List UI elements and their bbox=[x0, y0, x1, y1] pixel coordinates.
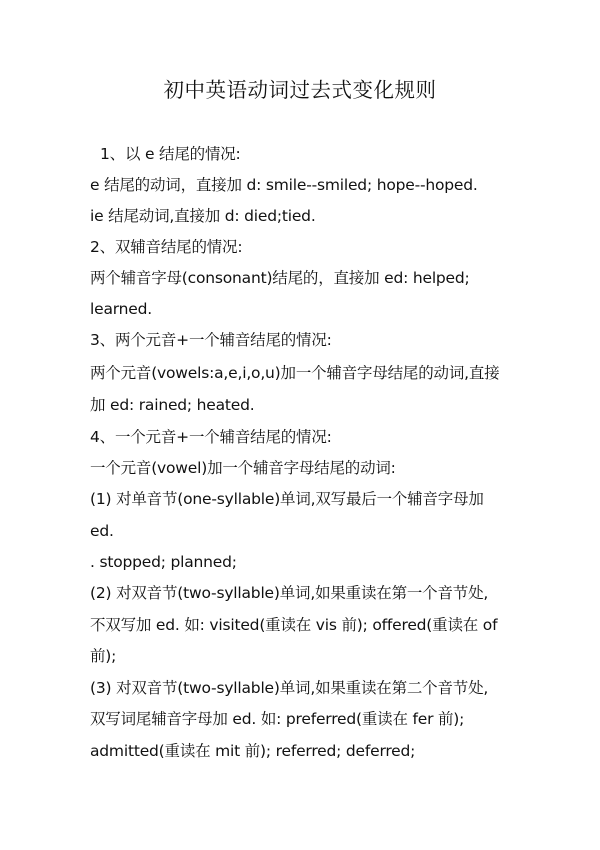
text-line: ie 结尾动词,直接加 d: died;tied. bbox=[90, 207, 316, 225]
text-line: 两个元音(vowels:a,e,i,o,u)加一个辅音字母结尾的动词,直接 bbox=[90, 364, 500, 382]
text-line: (1) 对单音节(one-syllable)单词,双写最后一个辅音字母加 bbox=[90, 490, 484, 508]
text-line: e 结尾的动词，直接加 d: smile--smiled; hope--hoped. bbox=[90, 176, 478, 194]
page-title: 初中英语动词过去式变化规则 bbox=[163, 78, 437, 102]
text-line: 3、两个元音+一个辅音结尾的情况: bbox=[90, 331, 332, 349]
text-line: 1、以 e 结尾的情况: bbox=[100, 145, 241, 163]
text-line: ed. bbox=[90, 522, 114, 540]
text-line: admitted(重读在 mit 前); referred; deferred; bbox=[90, 742, 416, 760]
text-line: . stopped; planned; bbox=[90, 553, 237, 571]
text-line: 2、双辅音结尾的情况: bbox=[90, 238, 243, 256]
text-line: 一个元音(vowel)加一个辅音字母结尾的动词: bbox=[90, 459, 396, 477]
text-line: 4、一个元音+一个辅音结尾的情况: bbox=[90, 428, 332, 446]
text-line: 前); bbox=[90, 647, 117, 665]
text-line: 双写词尾辅音字母加 ed. 如: preferred(重读在 fer 前); bbox=[90, 710, 465, 728]
text-line: (3) 对双音节(two-syllable)单词,如果重读在第二个音节处, bbox=[90, 679, 489, 697]
text-line: 加 ed: rained; heated. bbox=[90, 396, 255, 414]
text-line: 两个辅音字母(consonant)结尾的，直接加 ed: helped; bbox=[90, 269, 470, 287]
text-line: 不双写加 ed. 如: visited(重读在 vis 前); offered(重读在 of bbox=[90, 616, 498, 634]
text-line: (2) 对双音节(two-syllable)单词,如果重读在第一个音节处, bbox=[90, 584, 489, 602]
text-line: learned. bbox=[90, 300, 152, 318]
